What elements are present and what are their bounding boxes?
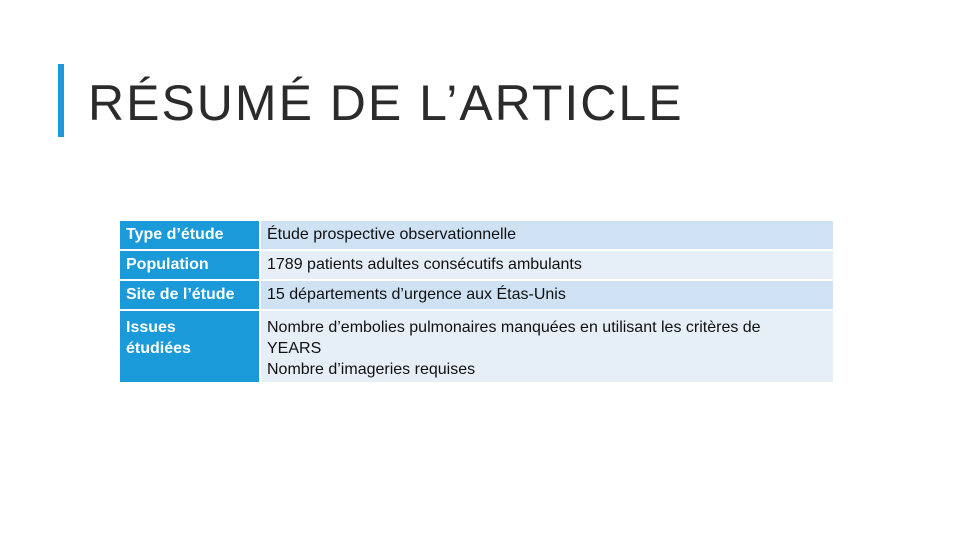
article-summary-table	[120, 221, 833, 384]
table-row	[120, 251, 833, 281]
row-label-study-type: Type d’étude	[120, 221, 261, 251]
title-accent-bar	[58, 64, 64, 137]
row-label-outcomes-line: étudiées	[126, 340, 191, 357]
table-row	[120, 311, 833, 384]
row-value-outcomes-line: Nombre d’embolies pulmonaires manquées en utilisant les critères de	[267, 319, 761, 336]
row-value-outcomes-line: YEARS	[267, 340, 322, 357]
row-label-outcomes-line: Issues	[126, 319, 176, 336]
row-value-population: 1789 patients adultes consécutifs ambulants	[261, 251, 833, 281]
slide-title: RÉSUMÉ DE L’ARTICLE	[88, 75, 684, 131]
row-value-study-type: Étude prospective observationnelle	[261, 221, 833, 251]
table-row	[120, 221, 833, 251]
table-row	[120, 281, 833, 311]
row-label-population: Population	[120, 251, 261, 281]
row-label-study-site: Site de l’étude	[120, 281, 261, 311]
row-value-outcomes-line: Nombre d’imageries requises	[267, 361, 476, 378]
row-value-outcomes	[261, 311, 833, 384]
row-label-outcomes	[120, 311, 261, 384]
row-value-study-site: 15 départements d’urgence aux Étas-Unis	[261, 281, 833, 311]
